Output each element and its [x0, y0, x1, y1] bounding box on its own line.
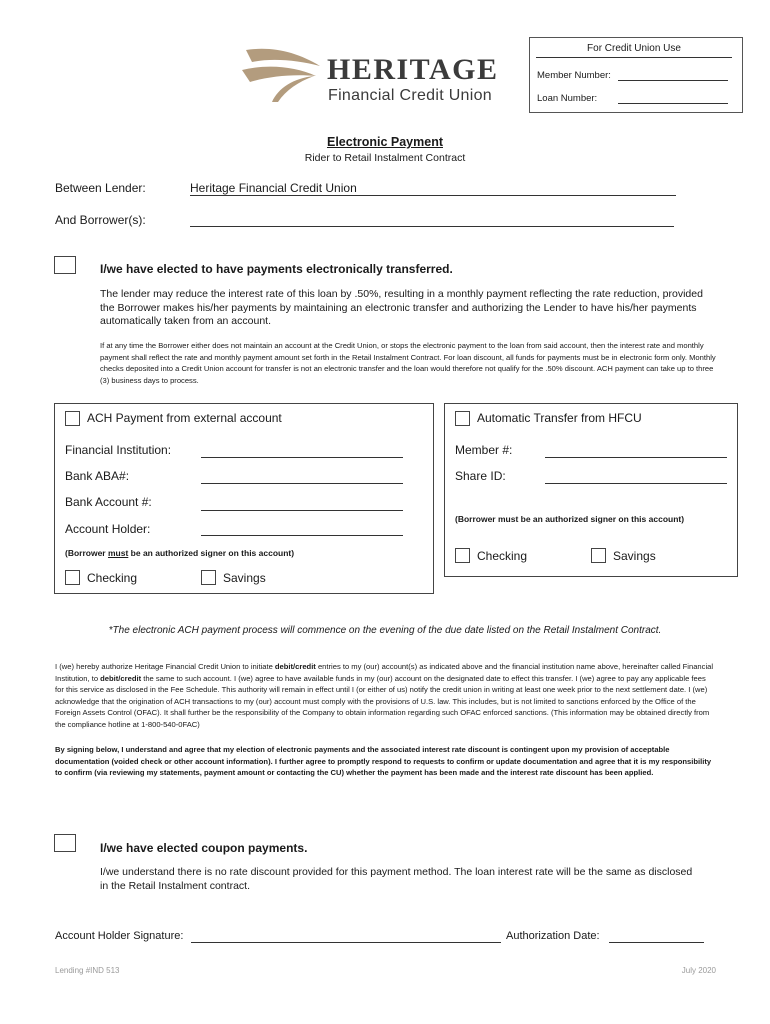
automatic-transfer-panel	[444, 403, 738, 577]
share-id-field[interactable]	[545, 471, 727, 484]
electronic-payments-checkbox[interactable]	[54, 256, 76, 274]
account-holder-signature-label: Account Holder Signature:	[55, 930, 184, 942]
account-holder-label: Account Holder:	[65, 522, 151, 536]
electronic-payments-fine-print: If at any time the Borrower either does not maintain an account at the Credit Union, or stops the electronic payment to the loan from said account, then the interest rate and monthly payment shall reflect the rate and monthly payment amount set forth in the Retail Instalment Contract. For loan discount, all funds for payments must be in electronic form only. Monthly checks deposited into a Credit Union account for transfer is not an electronic transfer and the loan would therefore not qualify for the .50% discount. ACH payment can take up to three (3) business days to process.	[100, 341, 716, 385]
logo-subtitle: Financial Credit Union	[328, 87, 493, 104]
auto-checking-label: Checking	[477, 549, 528, 563]
ach-checking-label: Checking	[87, 571, 138, 585]
ach-payment-checkbox[interactable]	[65, 411, 80, 426]
electronic-payments-paragraph: The lender may reduce the interest rate of this loan by .50%, resulting in a monthly payment reflecting the rate reduction, provided the Borrower makes his/her payments by maintaining an electronic transfer and authorizing the Lender to have his/her payments automatically taken from an account.	[100, 288, 703, 327]
ach-savings-checkbox[interactable]	[201, 570, 216, 585]
credit-union-use-box	[529, 37, 743, 113]
financial-institution-label: Financial Institution:	[65, 443, 172, 457]
lender-field[interactable]	[190, 181, 676, 196]
authorization-paragraph: I (we) hereby authorize Heritage Financial Credit Union to initiate debit/credit entries to my (our) account(s) as indicated above and the financial institution name above, hereinafter called Financial Institution, to debit/credit the same to such account. I (we) agree to have available funds in my (our) account on the designated date to effect this transfer. I (we) agree to pay any applicable fees for this service as disclosed in the Fee Schedule. This authority will remain in effect until I (or either of us) notify the credit union in writing at least one week prior to the next settlement date. I (we) acknowledge that the origination of ACH transactions to my (our) account must comply with the provisions of U.S. law. This includes, but is not limited to sanctions enforced by the Office of the Foreign Assets Control (OFAC). It shall further be the responsibility of the Company to obtain information regarding such OFAC enforced sanctions. (This information may be obtained directly from the compliance hotline at 1-800-540-0FAC)	[55, 662, 714, 729]
share-id-label: Share ID:	[455, 469, 506, 483]
coupon-payments-paragraph: I/we understand there is no rate discount provided for this payment method. The loan interest rate will be the same as disclosed in the Retail Instalment contract.	[100, 866, 693, 892]
ach-payment-title: ACH Payment from external account	[87, 411, 282, 425]
loan-number-row	[537, 93, 733, 104]
auto-savings-checkbox[interactable]	[591, 548, 606, 563]
form-id: Lending #IND 513	[55, 966, 120, 975]
member-field[interactable]	[545, 445, 727, 458]
logo-name: HERITAGE	[327, 53, 499, 86]
signing-statement: By signing below, I understand and agree that my election of electronic payments and the associated interest rate discount is contingent upon my provision of acceptable documentation (voided check or other account information). I further agree to promptly respond to requests to confirm or update documentation and agree that it is my responsibility to confirm (via reviewing my statements, payment amount or contacting the CU) whether the payment has been made and the interest rate discount has been applied.	[55, 745, 712, 777]
financial-institution-field[interactable]	[201, 445, 403, 458]
loan-number-field[interactable]	[618, 93, 728, 104]
document-title: Electronic Payment	[326, 135, 443, 149]
member-label: Member #:	[455, 443, 513, 457]
ach-savings-label: Savings	[223, 571, 266, 585]
electronic-payments-heading: I/we have elected to have payments electronically transferred.	[100, 262, 453, 276]
document-subtitle: Rider to Retail Instalment Contract	[304, 152, 466, 164]
loan-number-label: Loan Number:	[537, 93, 598, 104]
form-date: July 2020	[681, 966, 716, 975]
automatic-transfer-title: Automatic Transfer from HFCU	[477, 411, 642, 425]
member-number-row	[537, 70, 733, 81]
bank-account-label: Bank Account #:	[65, 495, 152, 509]
ach-payment-panel	[54, 403, 434, 594]
lender-label: Between Lender:	[55, 181, 146, 195]
authorization-date-label: Authorization Date:	[506, 930, 600, 942]
lender-value: Heritage Financial Credit Union	[190, 181, 357, 195]
coupon-payments-checkbox[interactable]	[54, 834, 76, 852]
bank-account-field[interactable]	[201, 498, 403, 511]
ach-checking-checkbox[interactable]	[65, 570, 80, 585]
coupon-payments-heading: I/we have elected coupon payments.	[100, 841, 308, 855]
bank-aba-field[interactable]	[201, 471, 403, 484]
borrower-field[interactable]	[190, 212, 674, 227]
auto-savings-label: Savings	[613, 549, 656, 563]
ach-commence-note: *The electronic ACH payment process will commence on the evening of the due date listed on the Retail Instalment Contract.	[108, 625, 662, 636]
account-holder-signature-field[interactable]	[191, 930, 501, 943]
authorization-date-field[interactable]	[609, 930, 704, 943]
auto-signer-note: (Borrower must be an authorized signer on this account)	[455, 514, 685, 524]
heritage-logo-mark	[242, 44, 322, 104]
member-number-field[interactable]	[618, 70, 728, 81]
auto-checking-checkbox[interactable]	[455, 548, 470, 563]
borrower-label: And Borrower(s):	[55, 213, 146, 227]
member-number-label: Member Number:	[537, 70, 611, 81]
automatic-transfer-checkbox[interactable]	[455, 411, 470, 426]
ach-signer-note: (Borrower must be an authorized signer on this account)	[65, 548, 295, 558]
bank-aba-label: Bank ABA#:	[65, 469, 130, 483]
credit-union-use-title: For Credit Union Use	[536, 43, 732, 58]
account-holder-field[interactable]	[201, 523, 403, 536]
